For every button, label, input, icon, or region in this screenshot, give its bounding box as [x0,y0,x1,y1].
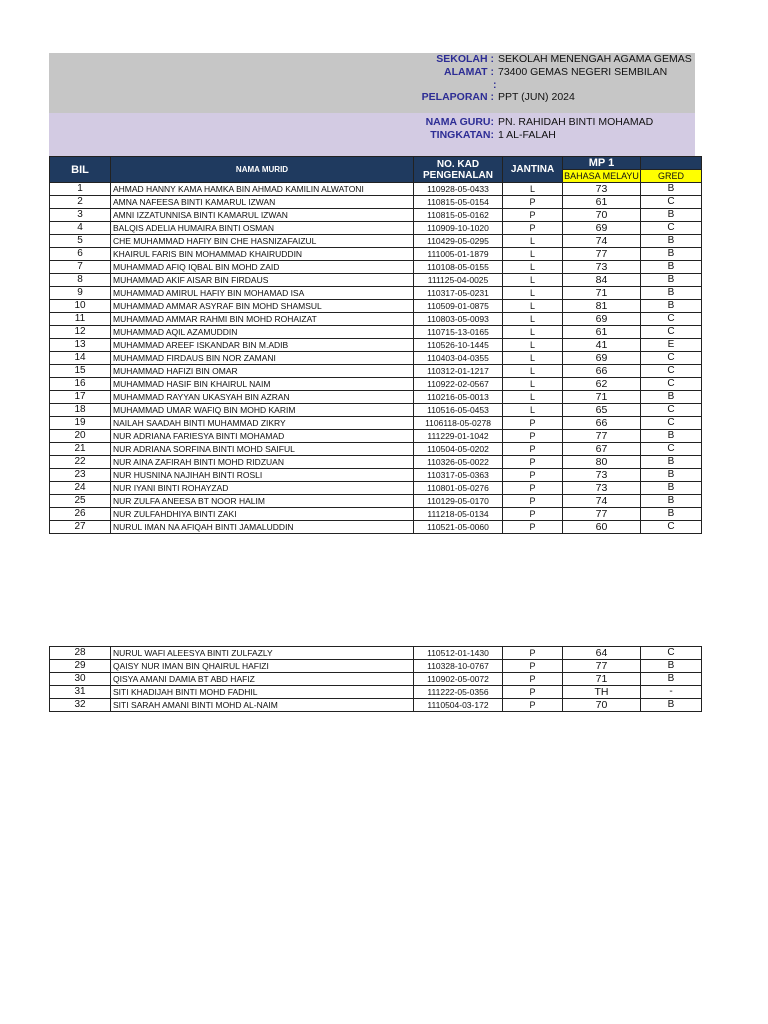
cell-student-name: MUHAMMAD AMIRUL HAFIY BIN MOHAMAD ISA [111,287,414,300]
report-row [0,91,768,104]
cell-ic-number: 110504-05-0202 [414,443,503,456]
address-row [0,66,768,79]
cell-ic-number: 110328-10-0767 [414,660,503,673]
cell-grade: B [641,482,702,495]
cell-grade: E [641,339,702,352]
cell-student-name: MUHAMMAD AKIF AISAR BIN FIRDAUS [111,274,414,287]
cell-bil: 1 [50,183,111,196]
cell-ic-number: 110108-05-0155 [414,261,503,274]
cell-gender: L [503,287,563,300]
cell-student-name: AMNI IZZATUNNISA BINTI KAMARUL IZWAN [111,209,414,222]
cell-grade: C [641,417,702,430]
table-row [50,313,702,326]
cell-grade: B [641,430,702,443]
cell-student-name: NURUL IMAN NA AFIQAH BINTI JAMALUDDIN [111,521,414,534]
cell-student-name: MUHAMMAD RAYYAN UKASYAH BIN AZRAN [111,391,414,404]
cell-bil: 24 [50,482,111,495]
cell-ic-number: 111218-05-0134 [414,508,503,521]
cell-bil: 17 [50,391,111,404]
cell-ic-number: 110928-05-0433 [414,183,503,196]
cell-mark: 70 [563,209,641,222]
cell-gender: L [503,300,563,313]
cell-gender: P [503,209,563,222]
cell-student-name: NUR AINA ZAFIRAH BINTI MOHD RIDZUAN [111,456,414,469]
cell-gender: L [503,365,563,378]
cell-mark: TH [563,686,641,699]
cell-gender: L [503,391,563,404]
table-row [50,183,702,196]
cell-bil: 15 [50,365,111,378]
col-header-ic-line2: PENGENALAN [422,169,493,181]
table-row [50,222,702,235]
cell-student-name: QAISY NUR IMAN BIN QHAIRUL HAFIZI [111,660,414,673]
cell-gender: L [503,378,563,391]
table-row [50,404,702,417]
cell-mark: 73 [563,469,641,482]
cell-mark: 62 [563,378,641,391]
cell-gender: P [503,521,563,534]
cell-student-name: MUHAMMAD HAFIZI BIN OMAR [111,365,414,378]
cell-bil: 21 [50,443,111,456]
cell-mark: 74 [563,235,641,248]
student-table-main [49,156,702,534]
table-row [50,274,702,287]
cell-student-name: QISYA AMANI DAMIA BT ABD HAFIZ [111,673,414,686]
cell-student-name: MUHAMMAD AMMAR ASYRAF BIN MOHD SHAMSUL [111,300,414,313]
cell-ic-number: 110512-01-1430 [414,647,503,660]
table-row [50,482,702,495]
cell-grade: B [641,495,702,508]
table-row [50,673,702,686]
cell-student-name: MUHAMMAD AFIQ IQBAL BIN MOHD ZAID [111,261,414,274]
cell-ic-number: 110815-05-0154 [414,196,503,209]
cell-bil: 23 [50,469,111,482]
cell-grade: B [641,391,702,404]
cell-gender: P [503,482,563,495]
school-label: SEKOLAH : [436,53,494,65]
cell-mark: 77 [563,248,641,261]
cell-grade: C [641,313,702,326]
col-header-ic-line1: NO. KAD [436,158,480,170]
cell-student-name: MUHAMMAD AQIL AZAMUDDIN [111,326,414,339]
teacher-label: NAMA GURU: [425,116,494,128]
cell-gender: P [503,196,563,209]
cell-mark: 60 [563,521,641,534]
cell-gender: L [503,313,563,326]
cell-ic-number: 110526-10-1445 [414,339,503,352]
cell-ic-number: 110521-05-0060 [414,521,503,534]
cell-student-name: AHMAD HANNY KAMA HAMKA BIN AHMAD KAMILIN ALWATONI [111,183,414,196]
cell-bil: 8 [50,274,111,287]
cell-grade: B [641,673,702,686]
cell-gender: P [503,647,563,660]
student-table-continued [49,646,702,712]
col-header-mp-blank [641,157,702,170]
cell-student-name: NURUL WAFI ALEESYA BINTI ZULFAZLY [111,647,414,660]
cell-student-name: BALQIS ADELIA HUMAIRA BINTI OSMAN [111,222,414,235]
cell-grade: B [641,456,702,469]
table-row [50,326,702,339]
cell-student-name: AMNA NAFEESA BINTI KAMARUL IZWAN [111,196,414,209]
cell-grade: B [641,699,702,712]
cell-mark: 69 [563,313,641,326]
cell-gender: P [503,508,563,521]
col-header-name: NAMA MURID [111,157,414,183]
col-header-subject: BAHASA MELAYU [564,171,639,181]
cell-ic-number: 110922-02-0567 [414,378,503,391]
table-row [50,699,702,712]
cell-gender: P [503,673,563,686]
cell-grade: C [641,443,702,456]
col-header-bil: BIL [50,157,111,183]
cell-bil: 32 [50,699,111,712]
cell-gender: L [503,274,563,287]
table-row [50,196,702,209]
cell-ic-number: 111005-01-1879 [414,248,503,261]
cell-ic-number: 110801-05-0276 [414,482,503,495]
cell-ic-number: 110216-05-0013 [414,391,503,404]
cell-grade: C [641,647,702,660]
cell-student-name: NUR HUSNINA NAJIHAH BINTI ROSLI [111,469,414,482]
cell-student-name: CHE MUHAMMAD HAFIY BIN CHE HASNIZAFAIZUL [111,235,414,248]
cell-mark: 69 [563,222,641,235]
table-row [50,209,702,222]
cell-ic-number: 111222-05-0356 [414,686,503,699]
cell-bil: 6 [50,248,111,261]
cell-gender: P [503,443,563,456]
cell-gender: P [503,495,563,508]
cell-ic-number: 110317-05-0363 [414,469,503,482]
table-row [50,647,702,660]
cell-student-name: KHAIRUL FARIS BIN MOHAMMAD KHAIRUDDIN [111,248,414,261]
cell-ic-number: 1106118-05-0278 [414,417,503,430]
col-header-mp: MP 1 [563,157,641,170]
cell-student-name: NUR ZULFAHDHIYA BINTI ZAKI [111,508,414,521]
cell-grade: B [641,274,702,287]
table-row [50,417,702,430]
cell-student-name: MUHAMMAD HASIF BIN KHAIRUL NAIM [111,378,414,391]
table-row [50,469,702,482]
cell-ic-number: 110902-05-0072 [414,673,503,686]
cell-ic-number: 111125-04-0025 [414,274,503,287]
cell-mark: 77 [563,660,641,673]
cell-mark: 71 [563,673,641,686]
cell-bil: 2 [50,196,111,209]
cell-bil: 20 [50,430,111,443]
table-row [50,391,702,404]
cell-ic-number: 111229-01-1042 [414,430,503,443]
cell-bil: 4 [50,222,111,235]
cell-grade: B [641,469,702,482]
cell-grade: C [641,404,702,417]
cell-ic-number: 110803-05-0093 [414,313,503,326]
cell-mark: 80 [563,456,641,469]
cell-grade: B [641,261,702,274]
cell-gender: P [503,660,563,673]
cell-bil: 10 [50,300,111,313]
student-rows-main [50,183,702,534]
table-row [50,352,702,365]
cell-gender: L [503,261,563,274]
table-row [50,339,702,352]
cell-gender: P [503,686,563,699]
cell-bil: 26 [50,508,111,521]
cell-student-name: MUHAMMAD AREEF ISKANDAR BIN M.ADIB [111,339,414,352]
table-row [50,660,702,673]
school-value: SEKOLAH MENENGAH AGAMA GEMAS [498,53,692,65]
cell-bil: 9 [50,287,111,300]
cell-grade: B [641,183,702,196]
cell-gender: L [503,352,563,365]
cell-grade: C [641,196,702,209]
cell-mark: 64 [563,647,641,660]
cell-grade: B [641,660,702,673]
table-row [50,287,702,300]
col-header-ic [414,157,503,183]
cell-gender: P [503,699,563,712]
cell-ic-number: 110516-05-0453 [414,404,503,417]
cell-bil: 13 [50,339,111,352]
student-rows-continued [50,647,702,712]
cell-gender: L [503,339,563,352]
table-row [50,248,702,261]
cell-ic-number: 110129-05-0170 [414,495,503,508]
cell-bil: 27 [50,521,111,534]
cell-mark: 41 [563,339,641,352]
form-row [0,129,768,142]
report-value: PPT (JUN) 2024 [498,91,575,103]
cell-ic-number: 110715-13-0165 [414,326,503,339]
cell-mark: 65 [563,404,641,417]
cell-bil: 25 [50,495,111,508]
cell-gender: P [503,417,563,430]
cell-grade: B [641,235,702,248]
cell-grade: C [641,365,702,378]
cell-grade: B [641,287,702,300]
cell-grade: B [641,248,702,261]
cell-bil: 18 [50,404,111,417]
cell-gender: P [503,456,563,469]
col-header-grade: GRED [641,170,702,183]
cell-mark: 73 [563,183,641,196]
table-row [50,300,702,313]
cell-gender: L [503,248,563,261]
teacher-value: PN. RAHIDAH BINTI MOHAMAD [498,116,654,128]
cell-bil: 22 [50,456,111,469]
report-label: PELAPORAN : [421,91,494,103]
form-value: 1 AL-FALAH [498,129,556,141]
address-value: 73400 GEMAS NEGERI SEMBILAN [498,66,668,78]
cell-student-name: SITI SARAH AMANI BINTI MOHD AL-NAIM [111,699,414,712]
cell-mark: 69 [563,352,641,365]
cell-grade: B [641,300,702,313]
cell-student-name: NUR IYANI BINTI ROHAYZAD [111,482,414,495]
cell-student-name: MUHAMMAD UMAR WAFIQ BIN MOHD KARIM [111,404,414,417]
table-row [50,235,702,248]
cell-student-name: MUHAMMAD FIRDAUS BIN NOR ZAMANI [111,352,414,365]
cell-mark: 74 [563,495,641,508]
table-row [50,378,702,391]
table-row [50,521,702,534]
school-row [0,53,768,66]
cell-ic-number: 110429-05-0295 [414,235,503,248]
cell-grade: C [641,378,702,391]
address-label: ALAMAT : [444,66,494,78]
teacher-row [0,116,768,129]
table-row [50,261,702,274]
cell-mark: 73 [563,482,641,495]
cell-student-name: NAILAH SAADAH BINTI MUHAMMAD ZIKRY [111,417,414,430]
cell-bil: 7 [50,261,111,274]
cell-mark: 70 [563,699,641,712]
cell-bil: 29 [50,660,111,673]
form-label: TINGKATAN: [430,129,494,141]
cell-student-name: NUR ADRIANA FARIESYA BINTI MOHAMAD [111,430,414,443]
cell-mark: 84 [563,274,641,287]
cell-student-name: NUR ADRIANA SORFINA BINTI MOHD SAIFUL [111,443,414,456]
cell-gender: P [503,469,563,482]
cell-grade: B [641,508,702,521]
cell-student-name: NUR ZULFA ANEESA BT NOOR HALIM [111,495,414,508]
cell-ic-number: 110815-05-0162 [414,209,503,222]
cell-student-name: SITI KHADIJAH BINTI MOHD FADHIL [111,686,414,699]
cell-grade: C [641,326,702,339]
cell-mark: 61 [563,326,641,339]
cell-ic-number: 110326-05-0022 [414,456,503,469]
cell-bil: 16 [50,378,111,391]
cell-gender: P [503,430,563,443]
cell-bil: 19 [50,417,111,430]
cell-gender: L [503,404,563,417]
cell-mark: 77 [563,430,641,443]
cell-mark: 77 [563,508,641,521]
cell-mark: 66 [563,417,641,430]
cell-bil: 12 [50,326,111,339]
cell-gender: P [503,222,563,235]
cell-ic-number: 110312-01-1217 [414,365,503,378]
table-row [50,443,702,456]
col-header-sex: JANTINA [503,157,563,183]
table-row [50,495,702,508]
cell-grade: B [641,209,702,222]
cell-ic-number: 110909-10-1020 [414,222,503,235]
cell-bil: 11 [50,313,111,326]
cell-grade: C [641,352,702,365]
cell-mark: 71 [563,287,641,300]
cell-ic-number: 110317-05-0231 [414,287,503,300]
cell-mark: 61 [563,196,641,209]
cell-bil: 5 [50,235,111,248]
cell-gender: L [503,326,563,339]
table-row [50,686,702,699]
table-row [50,430,702,443]
cell-bil: 3 [50,209,111,222]
cell-ic-number: 1110504-03-172 [414,699,503,712]
cell-mark: 81 [563,300,641,313]
table-row [50,365,702,378]
cell-bil: 30 [50,673,111,686]
cell-mark: 67 [563,443,641,456]
cell-grade: - [641,686,702,699]
cell-bil: 14 [50,352,111,365]
table-row [50,456,702,469]
cell-grade: C [641,222,702,235]
cell-student-name: MUHAMMAD AMMAR RAHMI BIN MOHD ROHAIZAT [111,313,414,326]
cell-gender: L [503,235,563,248]
cell-mark: 73 [563,261,641,274]
cell-bil: 28 [50,647,111,660]
cell-mark: 71 [563,391,641,404]
cell-ic-number: 110403-04-0355 [414,352,503,365]
cell-bil: 31 [50,686,111,699]
cell-mark: 66 [563,365,641,378]
cell-gender: L [503,183,563,196]
cell-grade: C [641,521,702,534]
blank-colon: : [493,79,497,91]
table-row [50,508,702,521]
cell-ic-number: 110509-01-0875 [414,300,503,313]
